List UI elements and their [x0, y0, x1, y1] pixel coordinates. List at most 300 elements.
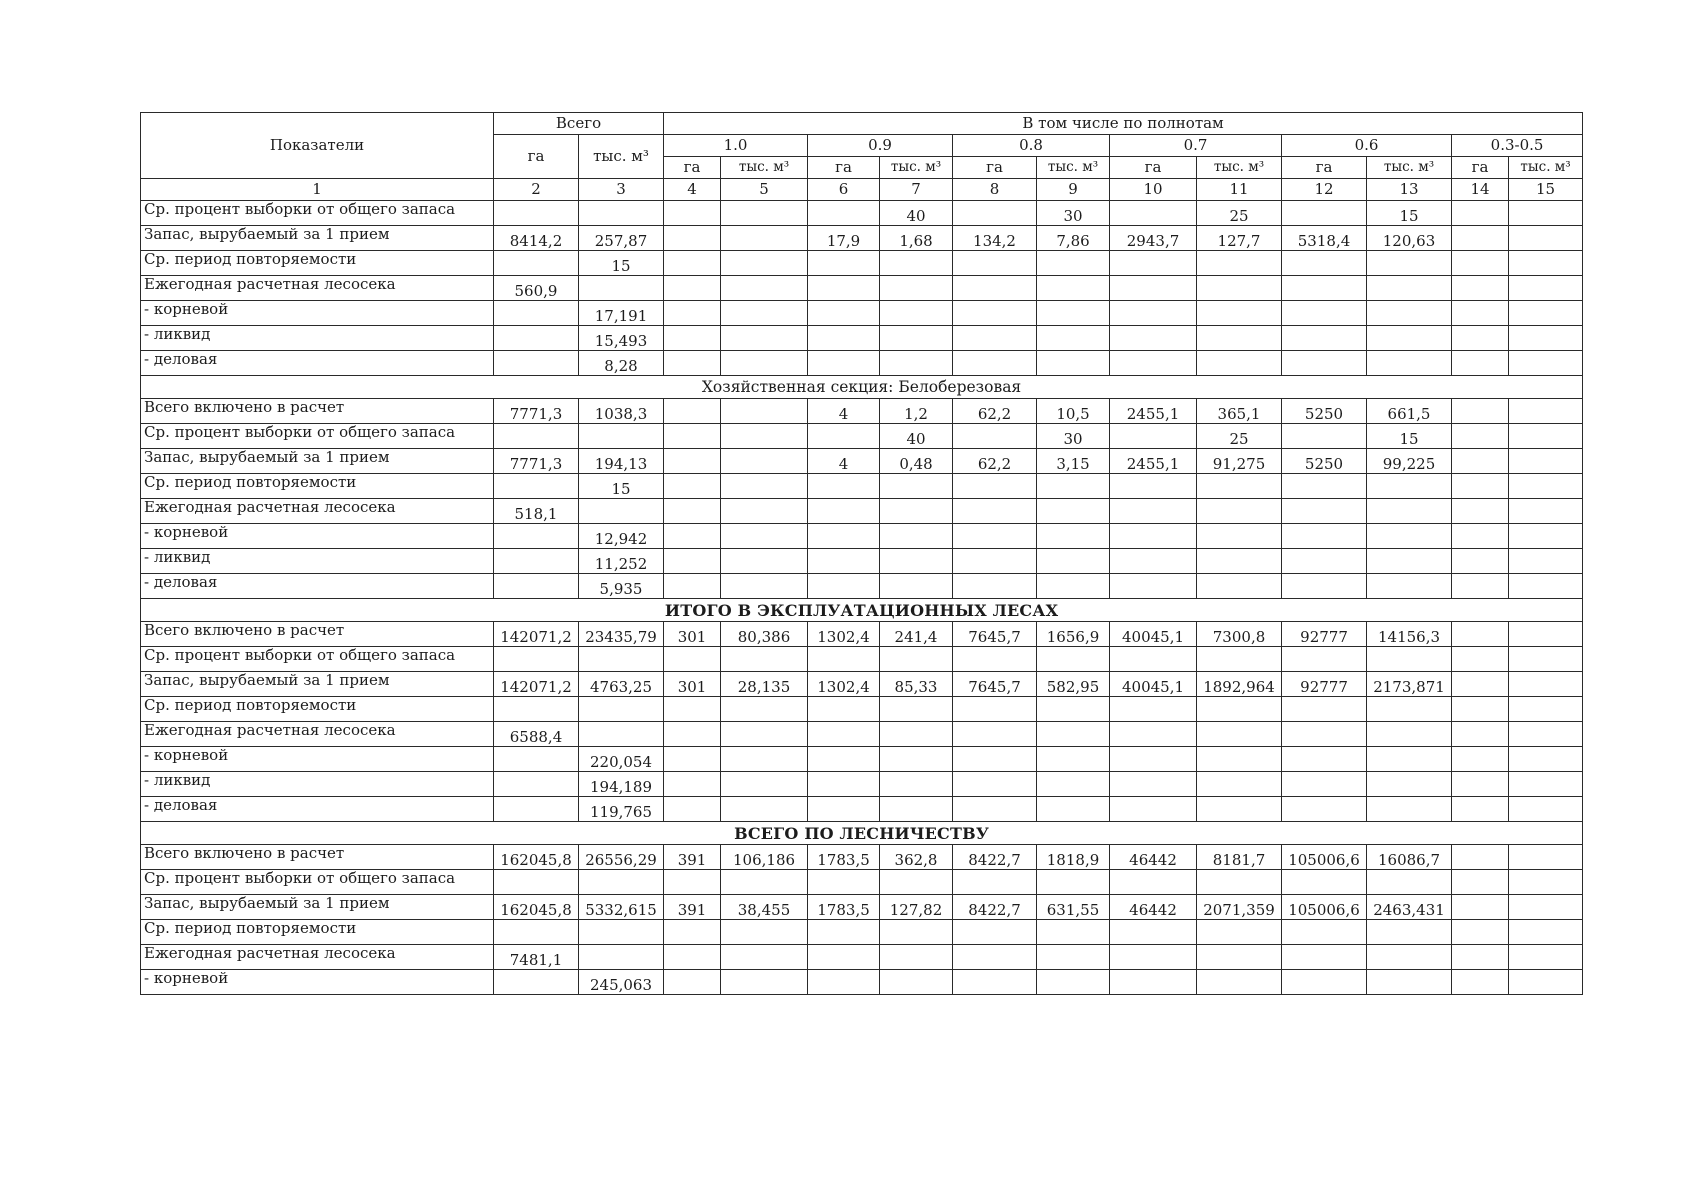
table-cell: 7645,7: [953, 622, 1037, 647]
row-label: Ежегодная расчетная лесосека: [141, 945, 494, 970]
table-cell: 30: [1037, 201, 1110, 226]
table-cell: [579, 276, 664, 301]
table-cell: [1110, 970, 1197, 995]
table-cell: [664, 499, 721, 524]
table-cell: 23435,79: [579, 622, 664, 647]
table-cell: [1282, 326, 1367, 351]
table-cell: [721, 449, 808, 474]
table-cell: [664, 647, 721, 672]
table-cell: 245,063: [579, 970, 664, 995]
table-cell: [1509, 797, 1583, 822]
table-cell: 40045,1: [1110, 672, 1197, 697]
table-cell: [1197, 647, 1282, 672]
table-cell: [880, 920, 953, 945]
table-cell: [721, 574, 808, 599]
header-unit-volume: тыс. м³: [1367, 157, 1452, 179]
table-cell: [721, 549, 808, 574]
table-cell: [953, 499, 1037, 524]
table-cell: [808, 747, 880, 772]
table-cell: [494, 424, 579, 449]
table-cell: [1037, 574, 1110, 599]
table-cell: [953, 797, 1037, 822]
table-cell: 127,82: [880, 895, 953, 920]
table-cell: [664, 226, 721, 251]
table-cell: 362,8: [880, 845, 953, 870]
table-cell: [1037, 351, 1110, 376]
table-cell: [880, 474, 953, 499]
table-cell: [1037, 499, 1110, 524]
table-cell: [664, 301, 721, 326]
table-cell: [664, 870, 721, 895]
table-cell: 25: [1197, 201, 1282, 226]
table-cell: 4: [808, 399, 880, 424]
table-cell: 257,87: [579, 226, 664, 251]
table-cell: [1452, 772, 1509, 797]
header-unit-ha: га: [664, 157, 721, 179]
table-cell: [880, 276, 953, 301]
header-unit-ha: га: [1452, 157, 1509, 179]
table-cell: [1452, 549, 1509, 574]
table-cell: 85,33: [880, 672, 953, 697]
table-row: [141, 647, 1583, 672]
table-cell: [1452, 797, 1509, 822]
table-cell: [953, 326, 1037, 351]
column-number: 3: [579, 179, 664, 201]
table-cell: [880, 747, 953, 772]
table-cell: 11,252: [579, 549, 664, 574]
table-cell: [880, 797, 953, 822]
table-cell: [1452, 845, 1509, 870]
table-cell: [808, 301, 880, 326]
table-cell: [808, 549, 880, 574]
table-cell: [1509, 920, 1583, 945]
table-row: [141, 499, 1583, 524]
table-cell: [1110, 474, 1197, 499]
table-row: [141, 326, 1583, 351]
table-cell: [1282, 499, 1367, 524]
table-cell: [1110, 797, 1197, 822]
table-cell: [721, 474, 808, 499]
table-cell: [1197, 920, 1282, 945]
table-cell: [1197, 797, 1282, 822]
table-cell: [953, 201, 1037, 226]
table-cell: [494, 647, 579, 672]
table-cell: [1110, 747, 1197, 772]
table-cell: [1452, 622, 1509, 647]
table-cell: 92777: [1282, 622, 1367, 647]
table-row: [141, 524, 1583, 549]
table-row: [141, 351, 1583, 376]
table-cell: [1197, 970, 1282, 995]
table-cell: 1892,964: [1197, 672, 1282, 697]
table-cell: 241,4: [880, 622, 953, 647]
table-cell: [880, 697, 953, 722]
table-cell: [664, 449, 721, 474]
table-cell: [1452, 201, 1509, 226]
table-cell: [808, 647, 880, 672]
table-cell: [664, 326, 721, 351]
table-cell: [1367, 351, 1452, 376]
table-cell: [1367, 524, 1452, 549]
header-unit-volume: тыс. м³: [1037, 157, 1110, 179]
row-label: - ликвид: [141, 772, 494, 797]
table-cell: [1509, 622, 1583, 647]
column-number: 1: [141, 179, 494, 201]
table-cell: [1282, 920, 1367, 945]
table-cell: [1282, 201, 1367, 226]
table-cell: [1282, 524, 1367, 549]
table-cell: [1197, 697, 1282, 722]
table-row: [141, 697, 1583, 722]
table-cell: [1509, 499, 1583, 524]
table-cell: 5332,615: [579, 895, 664, 920]
table-cell: [808, 424, 880, 449]
table-cell: [1452, 722, 1509, 747]
table-cell: [664, 524, 721, 549]
column-number: 12: [1282, 179, 1367, 201]
table-cell: [880, 970, 953, 995]
table-cell: [1509, 945, 1583, 970]
header-total-volume: тыс. м³: [579, 135, 664, 179]
table-cell: [494, 747, 579, 772]
table-cell: 46442: [1110, 845, 1197, 870]
table-cell: [721, 276, 808, 301]
table-cell: [953, 301, 1037, 326]
table-cell: 391: [664, 845, 721, 870]
table-cell: [721, 870, 808, 895]
table-cell: 7645,7: [953, 672, 1037, 697]
table-cell: [579, 945, 664, 970]
table-cell: 2173,871: [1367, 672, 1452, 697]
row-label: Ср. процент выборки от общего запаса: [141, 424, 494, 449]
table-cell: 3,15: [1037, 449, 1110, 474]
table-cell: [808, 326, 880, 351]
row-label: - корневой: [141, 970, 494, 995]
table-cell: 661,5: [1367, 399, 1452, 424]
table-cell: 8414,2: [494, 226, 579, 251]
table-cell: [664, 697, 721, 722]
table-cell: 5250: [1282, 449, 1367, 474]
table-cell: [1282, 722, 1367, 747]
table-cell: [1197, 276, 1282, 301]
table-cell: [1282, 276, 1367, 301]
table-cell: [953, 549, 1037, 574]
table-cell: [1452, 672, 1509, 697]
header-density-0-6: 0.6: [1282, 135, 1452, 157]
column-number: 8: [953, 179, 1037, 201]
table-cell: [721, 524, 808, 549]
table-cell: [1452, 399, 1509, 424]
table-cell: [1452, 870, 1509, 895]
row-label: Ежегодная расчетная лесосека: [141, 722, 494, 747]
table-cell: 162045,8: [494, 895, 579, 920]
table-cell: [664, 722, 721, 747]
table-cell: [953, 351, 1037, 376]
table-cell: [494, 351, 579, 376]
header-density-0-8: 0.8: [953, 135, 1110, 157]
table-cell: [1509, 524, 1583, 549]
table-cell: 2071,359: [1197, 895, 1282, 920]
row-label: Запас, вырубаемый за 1 прием: [141, 672, 494, 697]
table-cell: [721, 351, 808, 376]
table-cell: [494, 574, 579, 599]
table-cell: 220,054: [579, 747, 664, 772]
table-cell: [808, 772, 880, 797]
table-cell: 38,455: [721, 895, 808, 920]
table-row: [141, 945, 1583, 970]
table-cell: [1452, 276, 1509, 301]
table-cell: 8422,7: [953, 895, 1037, 920]
table-cell: [664, 920, 721, 945]
table-cell: [494, 797, 579, 822]
table-cell: [1110, 251, 1197, 276]
header-unit-ha: га: [1110, 157, 1197, 179]
table-cell: [1110, 276, 1197, 301]
table-cell: 142071,2: [494, 672, 579, 697]
table-row: [141, 970, 1583, 995]
table-row: [141, 251, 1583, 276]
header-unit-volume: тыс. м³: [721, 157, 808, 179]
table-cell: [953, 772, 1037, 797]
table-row: [141, 574, 1583, 599]
table-cell: 80,386: [721, 622, 808, 647]
section-title: Хозяйственная секция: Белоберезовая: [141, 376, 1583, 399]
table-cell: [880, 574, 953, 599]
table-cell: [1282, 424, 1367, 449]
table-cell: [579, 920, 664, 945]
table-cell: [1037, 549, 1110, 574]
table-cell: [1452, 920, 1509, 945]
table-cell: 1783,5: [808, 845, 880, 870]
table-cell: 631,55: [1037, 895, 1110, 920]
table-cell: [1367, 697, 1452, 722]
table-cell: [721, 772, 808, 797]
table-cell: [1037, 474, 1110, 499]
table-row: [141, 895, 1583, 920]
table-cell: 16086,7: [1367, 845, 1452, 870]
table-cell: 46442: [1110, 895, 1197, 920]
header-including-by-density: В том числе по полнотам: [664, 113, 1583, 135]
table-cell: [808, 797, 880, 822]
table-cell: [808, 970, 880, 995]
header-unit-volume: тыс. м³: [880, 157, 953, 179]
table-cell: 105006,6: [1282, 845, 1367, 870]
section-title-row: [141, 599, 1583, 622]
table-cell: [880, 499, 953, 524]
header-density-0-3-0-5: 0.3-0.5: [1452, 135, 1583, 157]
table-cell: [1509, 772, 1583, 797]
table-cell: [664, 276, 721, 301]
column-number: 2: [494, 179, 579, 201]
table-cell: [1367, 970, 1452, 995]
table-cell: [953, 574, 1037, 599]
table-cell: [808, 276, 880, 301]
header-density-0-9: 0.9: [808, 135, 953, 157]
table-row: [141, 201, 1583, 226]
table-cell: 582,95: [1037, 672, 1110, 697]
table-cell: [1367, 499, 1452, 524]
header-total: Всего: [494, 113, 664, 135]
table-cell: [721, 499, 808, 524]
table-cell: 7,86: [1037, 226, 1110, 251]
table-cell: [953, 276, 1037, 301]
table-cell: [1197, 474, 1282, 499]
table-cell: [1367, 920, 1452, 945]
table-cell: [1367, 301, 1452, 326]
table-cell: 6588,4: [494, 722, 579, 747]
table-cell: 10,5: [1037, 399, 1110, 424]
table-cell: [1282, 945, 1367, 970]
table-cell: [1282, 747, 1367, 772]
table-cell: 28,135: [721, 672, 808, 697]
table-cell: 301: [664, 672, 721, 697]
column-number: 5: [721, 179, 808, 201]
table-cell: [1452, 351, 1509, 376]
table-cell: 2455,1: [1110, 399, 1197, 424]
table-cell: [880, 301, 953, 326]
table-cell: [1509, 251, 1583, 276]
table-cell: [880, 251, 953, 276]
table-cell: 1,2: [880, 399, 953, 424]
table-cell: [579, 870, 664, 895]
table-cell: [808, 920, 880, 945]
table-cell: [494, 772, 579, 797]
table-cell: [1367, 474, 1452, 499]
table-cell: [664, 970, 721, 995]
column-number: 14: [1452, 179, 1509, 201]
column-number: 6: [808, 179, 880, 201]
table-cell: 25: [1197, 424, 1282, 449]
table-cell: [579, 697, 664, 722]
table-cell: 1818,9: [1037, 845, 1110, 870]
table-cell: [1282, 647, 1367, 672]
table-cell: [1110, 326, 1197, 351]
table-cell: [721, 647, 808, 672]
header-total-ha: га: [494, 135, 579, 179]
section-title: ВСЕГО ПО ЛЕСНИЧЕСТВУ: [141, 822, 1583, 845]
table-cell: [494, 201, 579, 226]
row-label: - ликвид: [141, 549, 494, 574]
table-cell: [953, 424, 1037, 449]
table-cell: [1110, 772, 1197, 797]
table-cell: [1037, 301, 1110, 326]
table-cell: [808, 574, 880, 599]
table-row: [141, 870, 1583, 895]
table-cell: [1367, 326, 1452, 351]
table-cell: 15: [579, 474, 664, 499]
table-cell: [1452, 697, 1509, 722]
table-cell: [808, 870, 880, 895]
table-cell: [1367, 276, 1452, 301]
table-cell: [1037, 647, 1110, 672]
table-cell: [1282, 474, 1367, 499]
table-cell: 4: [808, 449, 880, 474]
table-row: [141, 772, 1583, 797]
table-cell: [1367, 549, 1452, 574]
table-cell: [1509, 747, 1583, 772]
row-label: Запас, вырубаемый за 1 прием: [141, 226, 494, 251]
table-cell: [1110, 722, 1197, 747]
table-cell: [721, 722, 808, 747]
table-cell: [664, 351, 721, 376]
table-cell: 134,2: [953, 226, 1037, 251]
table-cell: 4763,25: [579, 672, 664, 697]
table-cell: [1367, 747, 1452, 772]
table-cell: [664, 201, 721, 226]
table-cell: [721, 424, 808, 449]
row-label: Всего включено в расчет: [141, 622, 494, 647]
forest-calculation-table: [140, 112, 1583, 995]
row-label: Ср. процент выборки от общего запаса: [141, 647, 494, 672]
table-cell: [953, 945, 1037, 970]
table-cell: 5318,4: [1282, 226, 1367, 251]
table-cell: [1110, 647, 1197, 672]
table-cell: [664, 747, 721, 772]
table-cell: 40: [880, 424, 953, 449]
table-cell: [1367, 945, 1452, 970]
table-cell: [1282, 797, 1367, 822]
table-cell: [953, 747, 1037, 772]
table-cell: 0,48: [880, 449, 953, 474]
table-cell: [953, 251, 1037, 276]
table-cell: [808, 499, 880, 524]
table-cell: [1282, 772, 1367, 797]
table-cell: [1452, 251, 1509, 276]
table-cell: 120,63: [1367, 226, 1452, 251]
table-cell: [721, 945, 808, 970]
table-cell: 15,493: [579, 326, 664, 351]
table-cell: 391: [664, 895, 721, 920]
table-cell: [1452, 226, 1509, 251]
table-cell: 15: [1367, 201, 1452, 226]
table-cell: [1197, 499, 1282, 524]
table-cell: [1509, 399, 1583, 424]
table-cell: [880, 524, 953, 549]
table-cell: 92777: [1282, 672, 1367, 697]
table-cell: [1110, 697, 1197, 722]
row-label: - корневой: [141, 301, 494, 326]
row-label: - деловая: [141, 351, 494, 376]
table-cell: 194,13: [579, 449, 664, 474]
column-number: 11: [1197, 179, 1282, 201]
table-cell: [721, 301, 808, 326]
table-cell: [1509, 226, 1583, 251]
table-cell: [953, 722, 1037, 747]
table-cell: [664, 797, 721, 822]
table-cell: 1,68: [880, 226, 953, 251]
table-cell: 15: [579, 251, 664, 276]
table-cell: [1452, 895, 1509, 920]
table-cell: [1367, 251, 1452, 276]
table-cell: [1282, 301, 1367, 326]
table-cell: [721, 697, 808, 722]
table-cell: 15: [1367, 424, 1452, 449]
table-cell: [494, 251, 579, 276]
table-cell: 105006,6: [1282, 895, 1367, 920]
table-cell: [1452, 970, 1509, 995]
table-cell: [1509, 326, 1583, 351]
table-cell: [1367, 772, 1452, 797]
table-cell: [953, 697, 1037, 722]
table-cell: [1452, 945, 1509, 970]
table-cell: [1367, 647, 1452, 672]
table-cell: [1282, 970, 1367, 995]
table-cell: [880, 870, 953, 895]
row-label: Запас, вырубаемый за 1 прием: [141, 449, 494, 474]
row-label: - корневой: [141, 747, 494, 772]
table-cell: [579, 722, 664, 747]
table-cell: [664, 574, 721, 599]
